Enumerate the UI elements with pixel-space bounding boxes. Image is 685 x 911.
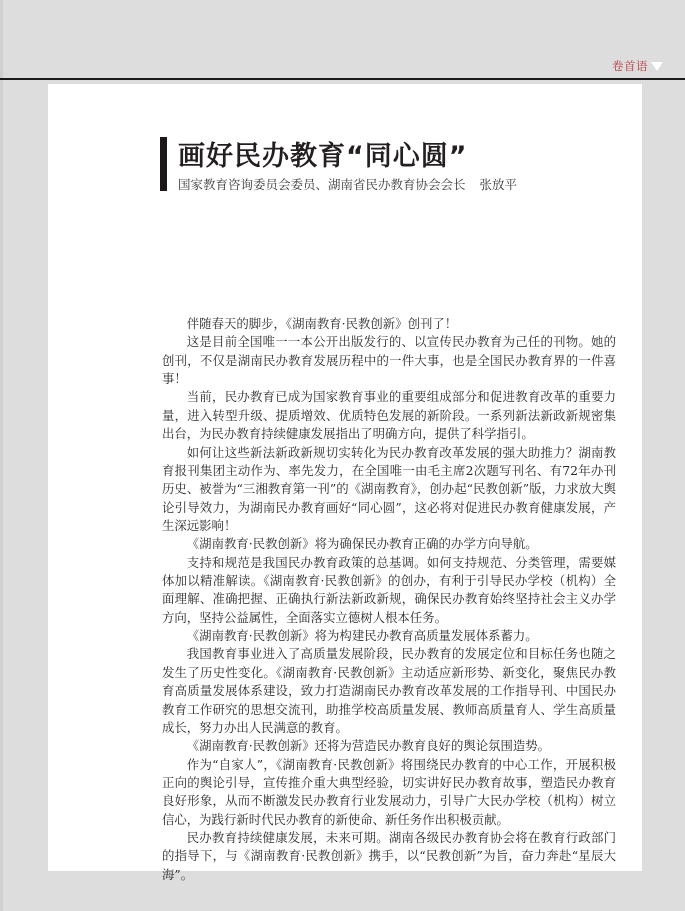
paragraph: 作为“自家人”，《湖南教育·民教创新》将围绕民办教育的中心工作，开展积极正向的舆论引导，宣传推介重大典型经验，切实讲好民办教育故事，塑造民办教育良好形象，从而不断激发民办教育行业发展动力，引导广大民办学校（机构）树立信心，为践行新时代民办教育的新使命、新任务作出积极贡献。 [162, 756, 616, 827]
article-body [162, 315, 616, 884]
title-accent-bar [160, 137, 167, 191]
paragraph: 《湖南教育·民教创新》将为构建民办教育高质量发展体系蓄力。 [186, 628, 538, 644]
article-page [48, 84, 642, 882]
author-role: 国家教育咨询委员会委员、湖南省民办教育协会会长 [178, 177, 466, 192]
section-label: 卷首语 [612, 59, 648, 73]
paragraph: 我国教育事业进入了高质量发展阶段，民办教育的发展定位和目标任务也随之发生了历史性变化。《湖南教育·民教创新》主动适应新形势、新变化，聚焦民办教育高质量发展体系建设，致力打造湖南民办教育改革发展的工作指导刊、中国民办教育工作研究的思想交流刊，助推学校高质量发展、教师高质量育人、学生高质量成长，努力办出人民满意的教育。 [162, 646, 616, 735]
paragraph: 如何让这些新法新政新规切实转化为民办教育改革发展的强大助推力？湖南教育报刊集团主动作为、率先发力，在全国唯一由毛主席2次题写刊名、有72年办刊历史、被誉为“三湘教育第一刊”的《湖南教育》，创办起“民教创新”版，力求放大舆论引导效力，为湖南民办教育画好“同心圆”，这必将对促进民办教育健康发展，产生深远影响！ [162, 444, 616, 533]
paragraph: 《湖南教育·民教创新》还将为营造民办教育良好的舆论氛围造势。 [186, 738, 551, 754]
paragraph: 当前，民办教育已成为国家教育事业的重要组成部分和促进教育改革的重要力量，进入转型升级、提质增效、优质特色发展的新阶段。一系列新法新政新规密集出台，为民办教育持续健康发展指出了明确方向，提供了科学指引。 [162, 389, 616, 442]
section-header [612, 58, 663, 74]
article-title: 画好民办教育“同心圆” [178, 141, 468, 172]
paragraph: 这是目前全国唯一一本公开出版发行的、以宣传民办教育为己任的刊物。她的创刊，不仅是湖南民办教育发展历程中的一件大事，也是全国民办教育界的一件喜事！ [162, 334, 616, 387]
paragraph: 伴随春天的脚步，《湖南教育·民教创新》创刊了！ [186, 316, 458, 331]
author-name: 张放平 [479, 177, 518, 192]
paragraph: 民办教育持续健康发展，未来可期。湖南各级民办教育协会将在教育行政部门的指导下，与《湖南教育·民教创新》携手，以“民教创新”为旨，奋力奔赴“星辰大海”。 [162, 830, 616, 882]
paragraph: 《湖南教育·民教创新》将为确保民办教育正确的办学方向导航。 [186, 536, 538, 552]
article-byline [178, 175, 517, 193]
triangle-down-icon [651, 62, 663, 71]
header-rule [0, 78, 685, 80]
paragraph: 支持和规范是我国民办教育政策的总基调。如何支持规范、分类管理，需要媒体加以精准解读。《湖南教育·民教创新》的创办，有利于引导民办学校（机构）全面理解、准确把握、正确执行新法新政新规，确保民办教育始终坚持社会主义办学方向，坚持公益属性，全面落实立德树人根本任务。 [162, 554, 616, 625]
page-edge [0, 0, 3, 911]
